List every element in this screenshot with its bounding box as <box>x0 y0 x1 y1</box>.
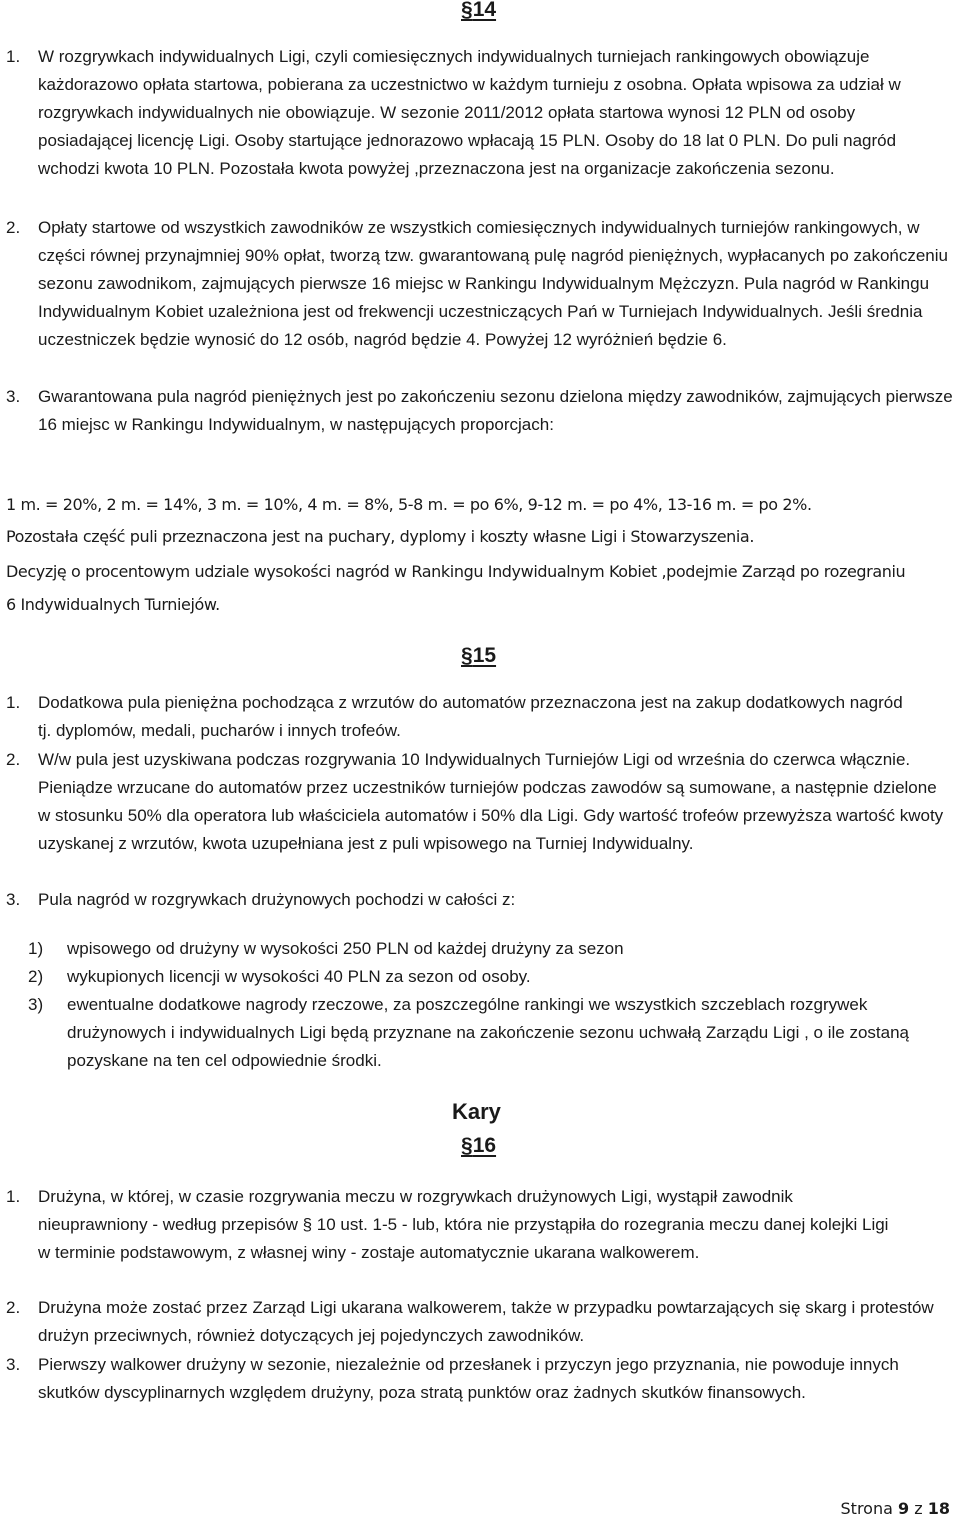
page-footer <box>841 1499 950 1518</box>
section-number: 15 <box>472 644 497 667</box>
paragraph-number: 3. <box>6 387 21 406</box>
remainder-line: Pozostała część puli przeznaczona jest na puchary, dyplomy i koszty własne Ligi i Stowarzyszenia. <box>6 527 755 546</box>
paragraph-text: W rozgrywkach indywidualnych Ligi, czyli comiesięcznych indywidualnych turniejach rankingowych obowiązuje każdorazowo opłata startowa, pobierana za uczestnictwo w każdym turnieju z osobna. Opłata wpisowa za udział w rozgrywkach indywidualnych nie obowiązuje. W sezonie 2011/2012 opłata startowa wynosi 12 PLN od osoby posiadającej licencję Ligi. Osoby startujące jednorazowo wpłacają 15 PLN. Osoby do 18 lat 0 PLN. Do puli nagród wchodzi kwota 10 PLN. Pozostała kwota powyżej ,przeznaczona jest na organizacje zakończenia sezonu. <box>38 47 901 178</box>
proportions-line: 1 m. = 20%, 2 m. = 14%, 3 m. = 10%, 4 m. = 8%, 5-8 m. = po 6%, 9-12 m. = po 4%, 13-16 m. = po 2%. <box>6 495 812 514</box>
penalties-heading: Kary <box>452 1099 501 1124</box>
paragraph-number: 2. <box>6 750 21 769</box>
section-heading-16 <box>461 1134 496 1158</box>
section-number: 14 <box>472 0 497 21</box>
paragraph-text: Drużyna może zostać przez Zarząd Ligi ukarana walkowerem, także w przypadku powtarzających się skarg i protestów drużyn przeciwnych, również dotyczących jej pojedynczych zawodników. <box>38 1298 934 1345</box>
footer-page-number: 9 <box>898 1499 910 1518</box>
paragraph-number: 1. <box>6 693 21 712</box>
paragraph-number: 3. <box>6 890 21 909</box>
footer-label: Strona <box>840 1499 893 1518</box>
list-text: ewentualne dodatkowe nagrody rzeczowe, za poszczególne rankingi we wszystkich szczeblach rozgrywek drużynowych i indywidualnych Ligi będą przyznane na zakończenie sezonu uchwałą Zarządu Ligi , o ile zostaną pozyskane na ten cel odpowiednie środki. <box>67 995 909 1070</box>
decision-text: Decyzję o procentowym udziale wysokości nagród w Rankingu Indywidualnym Kobiet ,podejmie Zarząd po rozegraniu 6 Indywidualnych Turniejów. <box>6 562 906 614</box>
paragraph-number: 1. <box>6 47 21 66</box>
paragraph-text: Drużyna, w której, w czasie rozgrywania meczu w rozgrywkach drużynowych Ligi, wystąpił zawodnik nieuprawniony - według przepisów § 10 ust. 1-5 - lub, która nie przystąpiła do rozegrania meczu danej kolejki Ligi w terminie podstawowym, z własnej winy - zostaje automatycznie ukarana walkowerem. <box>38 1187 889 1262</box>
paragraph-text: W/w pula jest uzyskiwana podczas rozgrywania 10 Indywidualnych Turniejów Ligi od września do czerwca włącznie. Pieniądze wrzucane do automatów przez uczestników turniejów podczas zawodów są sumowane, a następnie dzielone w stosunku 50% dla operatora lub właściciela automatów i 50% dla Ligi. Gdy wartość trofeów przewyższa wartość kwoty uzyskanej z wrzutów, kwota uzupełniana jest z puli wpisowego na Turniej Indywidualny. <box>38 750 944 853</box>
paragraph-text: Gwarantowana pula nagród pieniężnych jest po zakończeniu sezonu dzielona między zawodników, zajmujących pierwsze 16 miejsc w Rankingu Indywidualnym, w następujących proporcjach: <box>38 387 953 434</box>
section-heading-15 <box>461 644 496 668</box>
footer-of: z <box>914 1499 923 1518</box>
section-symbol: § <box>461 644 473 667</box>
section-heading-14 <box>461 0 496 22</box>
paragraph-number: 1. <box>6 1187 21 1206</box>
section-symbol: § <box>461 0 473 21</box>
list-number: 3) <box>28 995 44 1014</box>
footer-total-pages: 18 <box>927 1499 950 1518</box>
list-number: 2) <box>28 967 44 986</box>
section-number: 16 <box>472 1134 497 1157</box>
paragraph-number: 3. <box>6 1355 21 1374</box>
list-text: wpisowego od drużyny w wysokości 250 PLN od każdej drużyny za sezon <box>67 939 624 958</box>
paragraph-number: 2. <box>6 218 21 237</box>
list-text: wykupionych licencji w wysokości 40 PLN za sezon od osoby. <box>67 967 531 986</box>
paragraph-number: 2. <box>6 1298 21 1317</box>
section-symbol: § <box>461 1134 473 1157</box>
paragraph-text: Dodatkowa pula pieniężna pochodząca z wrzutów do automatów przeznaczona jest na zakup dodatkowych nagród tj. dyplomów, medali, pucharów i innych trofeów. <box>38 693 903 740</box>
paragraph-text: Pula nagród w rozgrywkach drużynowych pochodzi w całości z: <box>38 890 516 909</box>
list-number: 1) <box>28 939 44 958</box>
paragraph-text: Pierwszy walkower drużyny w sezonie, niezależnie od przesłanek i przyczyn jego przyznania, nie powoduje innych skutków dyscyplinarnych względem drużyny, poza stratą punktów oraz żadnych skutków finansowych. <box>38 1355 899 1402</box>
paragraph-text: Opłaty startowe od wszystkich zawodników ze wszystkich comiesięcznych indywidualnych turniejów rankingowych, w części równej przynajmniej 90% opłat, tworzą tzw. gwarantowaną pulę nagród pieniężnych, wypłacanych po zakończeniu sezonu zawodnikom, zajmujących pierwsze 16 miejsc w Rankingu Indywidualnym Mężczyzn. Pula nagród w Rankingu Indywidualnym Kobiet uzależniona jest od frekwencji uczestniczących Pań w Turniejach Indywidualnych. Jeśli średnia uczestniczek będzie wynosić do 12 osób, nagród będzie 4. Powyżej 12 wyróżnień będzie 6. <box>38 218 948 349</box>
